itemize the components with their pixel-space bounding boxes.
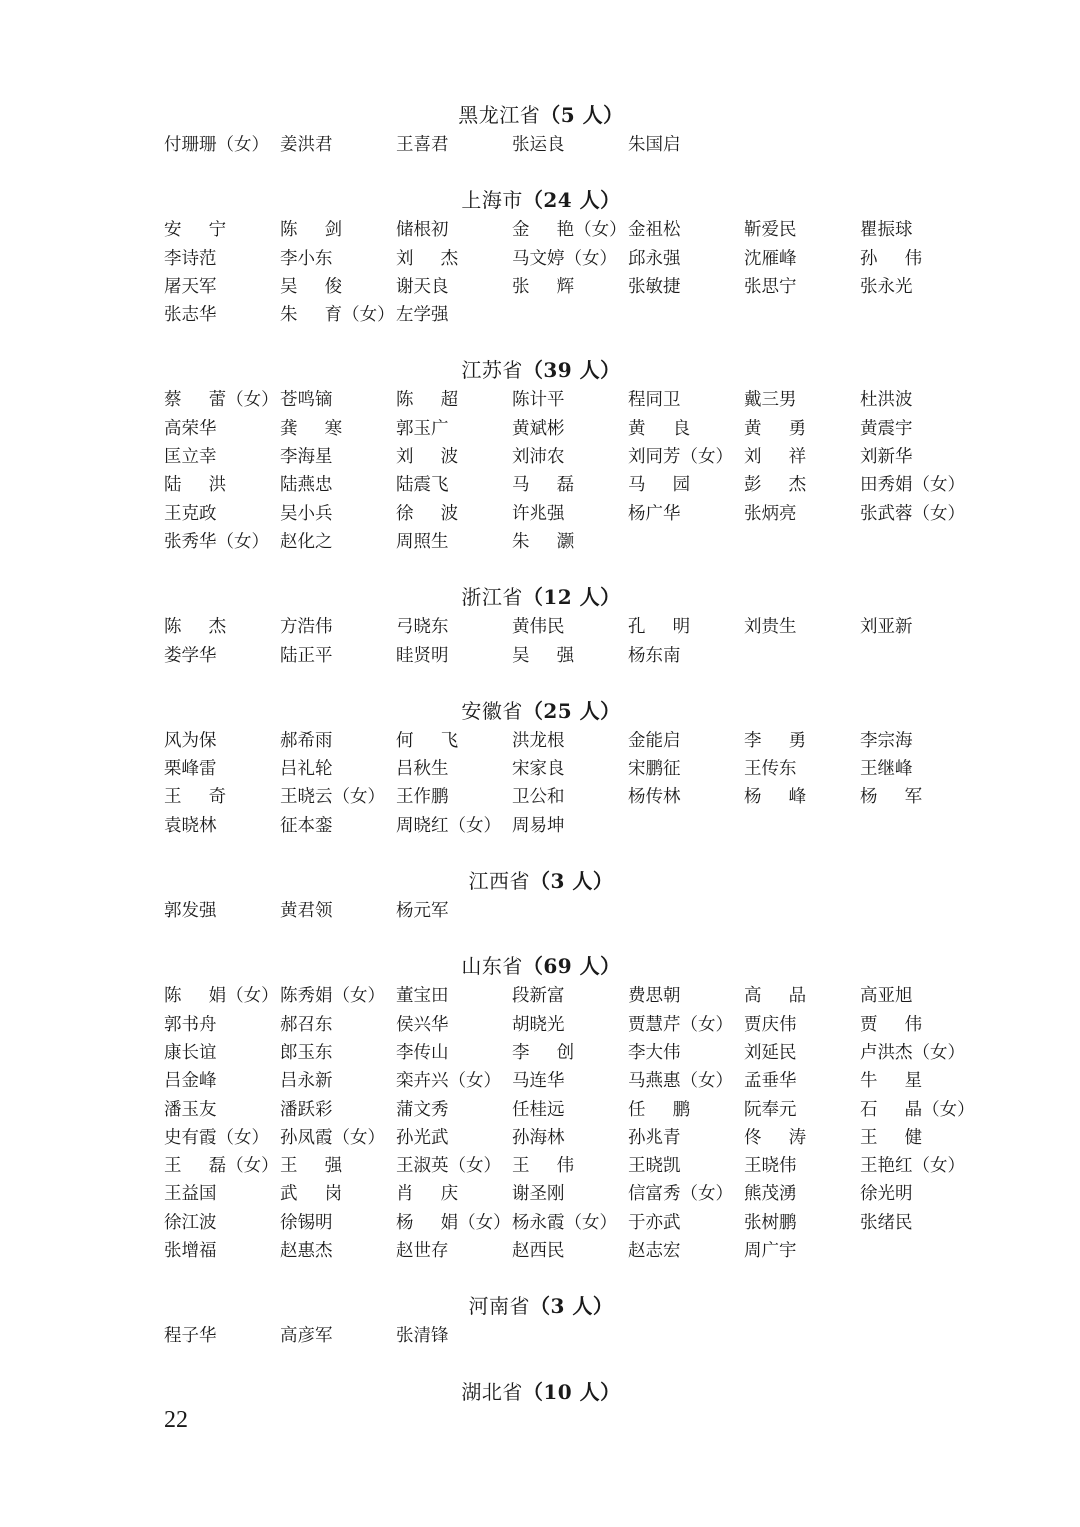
person-name: 肖 庆 — [396, 1184, 459, 1205]
document-body — [164, 102, 984, 1408]
person-name: 田秀娟（女） — [860, 475, 965, 496]
person-name: 张秀华（女） — [164, 531, 269, 552]
person-name: 赵世存 — [396, 1241, 449, 1262]
person-name: 龚 寒 — [280, 418, 343, 439]
person-name: 王艳红（女） — [860, 1156, 965, 1177]
person-name: 王继峰 — [860, 759, 913, 780]
person-name: 赵志宏 — [628, 1241, 681, 1262]
name-list — [164, 727, 984, 840]
person-name: 卫公和 — [512, 787, 565, 808]
person-name: 杨 军 — [860, 787, 923, 808]
person-name: 瞿振球 — [860, 220, 913, 241]
person-name: 杨传林 — [628, 787, 681, 808]
person-name: 杨元军 — [396, 901, 449, 922]
province-heading — [164, 953, 918, 979]
person-name: 许兆强 — [512, 503, 565, 524]
person-name: 方浩伟 — [280, 617, 333, 638]
person-name: 陆震飞 — [396, 475, 449, 496]
person-name: 张清锋 — [396, 1326, 449, 1347]
person-name: 马 园 — [628, 475, 691, 496]
person-name: 康长谊 — [164, 1042, 217, 1063]
person-name: 高 品 — [744, 986, 807, 1007]
person-name: 宋鹏征 — [628, 759, 681, 780]
province-heading — [164, 584, 918, 610]
person-name: 李 创 — [512, 1042, 575, 1063]
person-name: 张思宁 — [744, 276, 797, 297]
person-name: 李大伟 — [628, 1042, 681, 1063]
person-name: 于亦武 — [628, 1212, 681, 1233]
person-name: 张武蓉（女） — [860, 503, 965, 524]
person-name: 佟 涛 — [744, 1127, 807, 1148]
person-name: 孔 明 — [628, 617, 691, 638]
person-name: 金 艳（女） — [512, 220, 627, 241]
person-name: 郝希雨 — [280, 730, 333, 751]
person-name: 刘 杰 — [396, 248, 459, 269]
person-name: 马燕惠（女） — [628, 1071, 733, 1092]
person-name: 高彦军 — [280, 1326, 333, 1347]
person-name: 董宝田 — [396, 986, 449, 1007]
person-name: 靳爱民 — [744, 220, 797, 241]
person-name: 高亚旭 — [860, 986, 913, 1007]
person-name: 卢洪杰（女） — [860, 1042, 965, 1063]
province-name: 江苏省 — [461, 358, 523, 383]
person-name: 张敏捷 — [628, 276, 681, 297]
person-name: 刘 波 — [396, 447, 459, 468]
province-heading — [164, 102, 918, 128]
person-name: 周易坤 — [512, 815, 565, 836]
person-name: 石 晶（女） — [860, 1099, 975, 1120]
person-name: 孙兆青 — [628, 1127, 681, 1148]
person-name: 孙 伟 — [860, 248, 923, 269]
province-heading — [164, 357, 918, 383]
delegate-count: （5 人） — [540, 103, 624, 127]
person-name: 吴 俊 — [280, 276, 343, 297]
name-list — [164, 613, 984, 670]
person-name: 郭书舟 — [164, 1014, 217, 1035]
person-name: 赵惠杰 — [280, 1241, 333, 1262]
person-name: 马 磊 — [512, 475, 575, 496]
person-name: 谢天良 — [396, 276, 449, 297]
person-name: 杨广华 — [628, 503, 681, 524]
person-name: 李小东 — [280, 248, 333, 269]
person-name: 安 宁 — [164, 220, 227, 241]
name-list — [164, 216, 984, 329]
province-name: 山东省 — [461, 954, 523, 979]
person-name: 徐 波 — [396, 503, 459, 524]
person-name: 张 辉 — [512, 276, 575, 297]
person-name: 金祖松 — [628, 220, 681, 241]
person-name: 杨东南 — [628, 645, 681, 666]
person-name: 潘玉友 — [164, 1099, 217, 1120]
person-name: 戴三男 — [744, 390, 797, 411]
person-name: 郎玉东 — [280, 1042, 333, 1063]
delegate-count: （3 人） — [530, 1294, 614, 1319]
person-name: 吕礼轮 — [280, 759, 333, 780]
person-name: 赵化之 — [280, 531, 333, 552]
person-name: 郝召东 — [280, 1014, 333, 1035]
person-name: 孙凤霞（女） — [280, 1127, 385, 1148]
province-section — [164, 102, 984, 159]
name-list — [164, 982, 984, 1265]
province-section — [164, 953, 984, 1265]
person-name: 胡晓光 — [512, 1014, 565, 1035]
person-name: 郭玉广 — [396, 418, 449, 439]
person-name: 张炳亮 — [744, 503, 797, 524]
person-name: 贾 伟 — [860, 1014, 923, 1035]
province-section — [164, 698, 984, 840]
person-name: 袁晓林 — [164, 815, 217, 836]
person-name: 黄 良 — [628, 418, 691, 439]
person-name: 朱国启 — [628, 135, 681, 155]
person-name: 储根初 — [396, 220, 449, 241]
person-name: 娄学华 — [164, 645, 217, 666]
person-name: 王克政 — [164, 503, 217, 524]
person-name: 赵西民 — [512, 1241, 565, 1262]
person-name: 金能启 — [628, 730, 681, 751]
name-list — [164, 1322, 984, 1350]
person-name: 吴小兵 — [280, 503, 333, 524]
person-name: 苍鸣镝 — [280, 390, 333, 411]
person-name: 潘跃彩 — [280, 1099, 333, 1120]
person-name: 杨 峰 — [744, 787, 807, 808]
person-name: 牛 星 — [860, 1071, 923, 1092]
person-name: 李 勇 — [744, 730, 807, 751]
person-name: 史有霞（女） — [164, 1127, 269, 1148]
province-heading — [164, 868, 918, 894]
person-name: 匡立幸 — [164, 447, 217, 468]
person-name: 高荣华 — [164, 418, 217, 439]
person-name: 宋家良 — [512, 759, 565, 780]
person-name: 陈 超 — [396, 390, 459, 411]
name-list — [164, 386, 984, 556]
person-name: 付珊珊（女） — [164, 135, 269, 155]
person-name: 黄斌彬 — [512, 418, 565, 439]
delegate-count: （24 人） — [522, 188, 621, 213]
page-number: 22 — [164, 1407, 188, 1433]
person-name: 吕金峰 — [164, 1071, 217, 1092]
person-name: 蒲文秀 — [396, 1099, 449, 1120]
person-name: 张永光 — [860, 276, 913, 297]
person-name: 阮奉元 — [744, 1099, 797, 1120]
province-section — [164, 584, 984, 670]
person-name: 刘延民 — [744, 1042, 797, 1063]
delegate-count: （12 人） — [522, 585, 621, 610]
person-name: 段新富 — [512, 986, 565, 1007]
person-name: 马文婷（女） — [512, 248, 617, 269]
person-name: 王晓伟 — [744, 1156, 797, 1177]
person-name: 陈 剑 — [280, 220, 343, 241]
name-list — [164, 131, 984, 159]
person-name: 沈雁峰 — [744, 248, 797, 269]
person-name: 李诗范 — [164, 248, 217, 269]
person-name: 刘 祥 — [744, 447, 807, 468]
person-name: 武 岗 — [280, 1184, 343, 1205]
person-name: 征本銮 — [280, 815, 333, 836]
person-name: 李海星 — [280, 447, 333, 468]
person-name: 弓晓东 — [396, 617, 449, 638]
person-name: 黄 勇 — [744, 418, 807, 439]
province-section — [164, 1293, 984, 1350]
person-name: 黄伟民 — [512, 617, 565, 638]
person-name: 栗峰雷 — [164, 759, 217, 780]
person-name: 侯兴华 — [396, 1014, 449, 1035]
delegate-count: （3 人） — [530, 869, 614, 894]
person-name: 洪龙根 — [512, 730, 565, 751]
person-name: 姜洪君 — [280, 135, 333, 155]
person-name: 栾卉兴（女） — [396, 1071, 501, 1092]
province-heading — [164, 698, 918, 724]
person-name: 陆 洪 — [164, 475, 227, 496]
province-name: 湖北省 — [461, 1379, 523, 1404]
province-section — [164, 1379, 984, 1405]
person-name: 周照生 — [396, 531, 449, 552]
province-section — [164, 868, 984, 925]
person-name: 杨 娟（女） — [396, 1212, 511, 1233]
province-heading — [164, 187, 918, 213]
person-name: 邱永强 — [628, 248, 681, 269]
person-name: 程同卫 — [628, 390, 681, 411]
person-name: 吕永新 — [280, 1071, 333, 1092]
person-name: 陈 娟（女） — [164, 986, 279, 1007]
person-name: 张绪民 — [860, 1212, 913, 1233]
delegate-count: （25 人） — [522, 698, 621, 723]
person-name: 马连华 — [512, 1071, 565, 1092]
person-name: 陈 杰 — [164, 617, 227, 638]
person-name: 左学强 — [396, 305, 449, 326]
person-name: 熊茂湧 — [744, 1184, 797, 1205]
person-name: 信富秀（女） — [628, 1184, 733, 1205]
person-name: 张志华 — [164, 305, 217, 326]
person-name: 王 奇 — [164, 787, 227, 808]
person-name: 杨永霞（女） — [512, 1212, 617, 1233]
person-name: 周广宇 — [744, 1241, 797, 1262]
person-name: 孙光武 — [396, 1127, 449, 1148]
person-name: 王晓云（女） — [280, 787, 385, 808]
person-name: 谢圣刚 — [512, 1184, 565, 1205]
province-section — [164, 357, 984, 556]
person-name: 朱 灏 — [512, 531, 575, 552]
person-name: 刘沛农 — [512, 447, 565, 468]
person-name: 王 健 — [860, 1127, 923, 1148]
name-list — [164, 897, 984, 925]
province-section — [164, 187, 984, 329]
delegate-count: （69 人） — [522, 954, 621, 979]
province-heading — [164, 1293, 918, 1319]
person-name: 王益国 — [164, 1184, 217, 1205]
person-name: 孙海林 — [512, 1127, 565, 1148]
province-name: 河南省 — [468, 1294, 531, 1319]
province-name: 上海市 — [461, 188, 523, 213]
person-name: 周晓红（女） — [396, 815, 501, 836]
person-name: 王 磊（女） — [164, 1156, 279, 1177]
person-name: 徐光明 — [860, 1184, 913, 1205]
person-name: 贾庆伟 — [744, 1014, 797, 1035]
person-name: 王淑英（女） — [396, 1156, 501, 1177]
person-name: 费思朝 — [628, 986, 681, 1007]
person-name: 任 鹏 — [628, 1099, 691, 1120]
province-name: 浙江省 — [461, 585, 523, 610]
person-name: 屠天军 — [164, 276, 217, 297]
person-name: 李传山 — [396, 1042, 449, 1063]
person-name: 刘贵生 — [744, 617, 797, 638]
person-name: 彭 杰 — [744, 475, 807, 496]
person-name: 黄震宇 — [860, 418, 913, 439]
person-name: 贾慧芹（女） — [628, 1014, 733, 1035]
person-name: 风为保 — [164, 730, 217, 751]
person-name: 陈秀娟（女） — [280, 986, 385, 1007]
person-name: 何 飞 — [396, 730, 459, 751]
province-heading — [164, 1379, 918, 1405]
person-name: 陆燕忠 — [280, 475, 333, 496]
person-name: 吴 强 — [512, 645, 575, 666]
person-name: 张树鹏 — [744, 1212, 797, 1233]
person-name: 徐江波 — [164, 1212, 217, 1233]
person-name: 郭发强 — [164, 901, 217, 922]
province-name: 江西省 — [468, 869, 531, 894]
person-name: 朱 育（女） — [280, 305, 395, 326]
person-name: 刘同芳（女） — [628, 447, 733, 468]
person-name: 蔡 蕾（女） — [164, 390, 279, 411]
person-name: 王 强 — [280, 1156, 343, 1177]
province-name: 黑龙江省 — [458, 103, 541, 127]
person-name: 陆正平 — [280, 645, 333, 666]
person-name: 王喜君 — [396, 135, 449, 155]
person-name: 杜洪波 — [860, 390, 913, 411]
person-name: 张运良 — [512, 135, 565, 155]
person-name: 刘亚新 — [860, 617, 913, 638]
person-name: 王 伟 — [512, 1156, 575, 1177]
person-name: 李宗海 — [860, 730, 913, 751]
person-name: 程子华 — [164, 1326, 217, 1347]
person-name: 王作鹏 — [396, 787, 449, 808]
person-name: 王传东 — [744, 759, 797, 780]
province-name: 安徽省 — [461, 698, 523, 723]
person-name: 王晓凯 — [628, 1156, 681, 1177]
person-name: 黄君领 — [280, 901, 333, 922]
person-name: 徐锡明 — [280, 1212, 333, 1233]
person-name: 陈计平 — [512, 390, 565, 411]
delegate-count: （39 人） — [522, 358, 621, 383]
person-name: 孟垂华 — [744, 1071, 797, 1092]
delegate-count: （10 人） — [522, 1379, 621, 1404]
person-name: 张增福 — [164, 1241, 217, 1262]
person-name: 任桂远 — [512, 1099, 565, 1120]
person-name: 刘新华 — [860, 447, 913, 468]
person-name: 吕秋生 — [396, 759, 449, 780]
person-name: 眭贤明 — [396, 645, 449, 666]
